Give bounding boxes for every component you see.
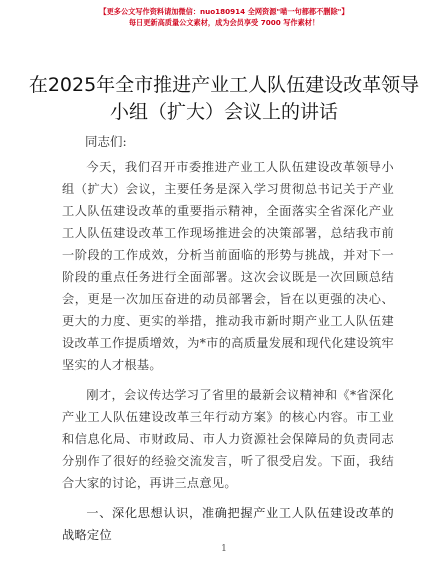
- section-heading-1: 一、深化思想认识，准确把握产业工人队伍建设改革的战略定位: [62, 506, 394, 542]
- promo-banner-line-1: 【更多公文写作资料请加微信：nuo180914 全网资源"喵一句都都不删除"】: [99, 7, 349, 16]
- paragraph-meeting-review: 刚才，会议传达学习了省里的最新会议精神和《*省深化产业工人队伍建设改革三年行动方案》的核心内容。市工业和信息化局、市财政局、市人力资源社会保障局的负责同志分别作了很好的经验交流发言，听了很受启发。下面，我结合大家的讨论，再讲三点意见。: [62, 388, 394, 490]
- document-title-line-2: 小组（扩大）会议上的讲话: [109, 101, 338, 123]
- page-number: 1: [221, 544, 227, 554]
- paragraph-opening: 今天，我们召开市委推进产业工人队伍建设改革领导小组（扩大）会议，主要任务是深入学习贯彻总书记关于产业工人队伍建设改革的重要指示精神，全面落实全省深化产业工人队伍建设改革工作现场推进会的决策部署，总结我市前一阶段的工作成效，分析当前面临的形势与挑战，并对下一阶段的重点任务进行全面部署。这次会议既是一次回顾总结会，更是一次加压奋进的动员部署会，旨在以更强的决心、更大的力度、更实的举措，推动我市新时期产业工人队伍建设改革工作提质增效，为*市的高质量发展和现代化建设筑牢坚实的人才根基。: [62, 160, 394, 372]
- promo-banner-line-2: 每日更新高质量公文素材，成为会员享受 7000 写作素材！: [128, 18, 320, 27]
- document-title: [20, 72, 428, 126]
- document-title-line-1: 在2025年全市推进产业工人队伍建设改革领导: [28, 74, 420, 96]
- salutation: 同志们:: [85, 134, 127, 149]
- speech-body: [62, 156, 394, 554]
- promo-banner: [0, 6, 448, 28]
